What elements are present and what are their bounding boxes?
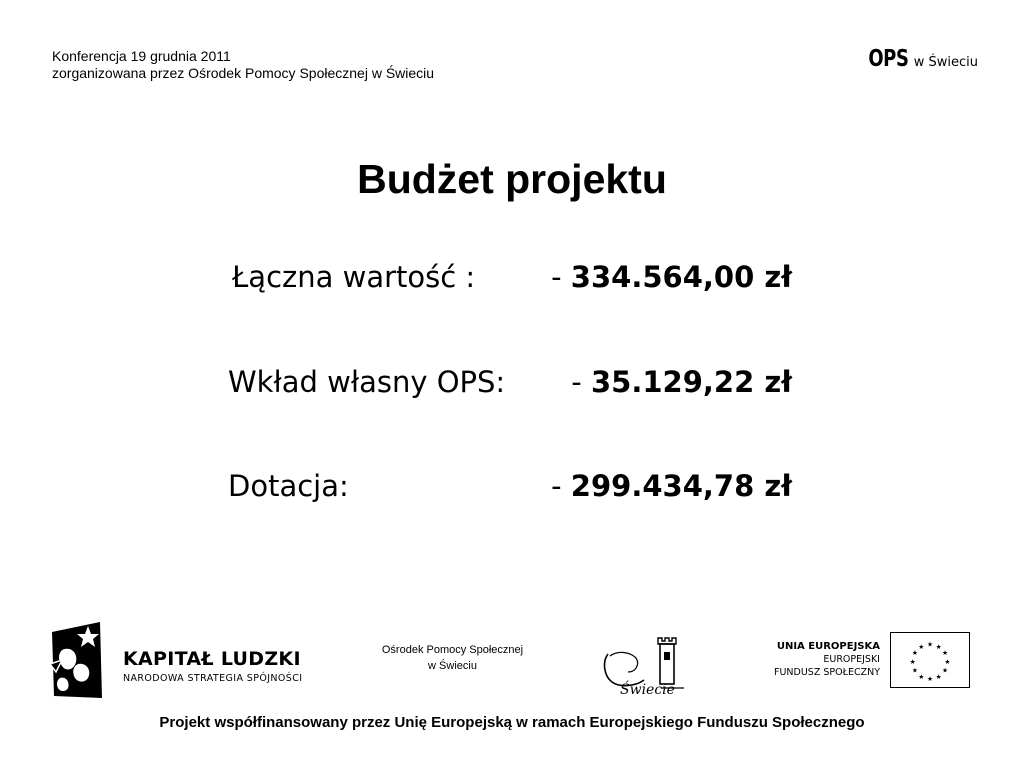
budget-label: Dotacja: [228, 469, 349, 503]
eu-fund-line1: EUROPEJSKI [823, 654, 880, 665]
budget-amount: 35.129,22 zł [590, 365, 792, 399]
kapital-ludzki-logo [123, 648, 302, 684]
ops-logo-text: OPS [868, 46, 909, 72]
footer-logos [0, 612, 1024, 712]
ops-center-line2: w Świeciu [428, 660, 477, 672]
svg-text:★: ★ [944, 657, 951, 666]
svg-text:★: ★ [942, 649, 949, 658]
kapital-ludzki-emblem-icon [48, 620, 104, 700]
budget-amount: 299.434,78 zł [570, 469, 792, 503]
svg-text:★: ★ [918, 642, 925, 651]
ops-logo-header [857, 46, 978, 72]
budget-amount: 334.564,00 zł [570, 260, 792, 294]
svg-text:★: ★ [935, 672, 942, 681]
svg-text:★: ★ [935, 642, 942, 651]
eu-fund-text [760, 640, 880, 679]
ops-logo-subtext: w Świeciu [913, 55, 978, 70]
eu-flag-icon [890, 632, 970, 688]
organizer-line: zorganizowana przez Ośrodek Pomocy Społecznej w Świeciu [52, 65, 435, 81]
svg-text:★: ★ [909, 657, 916, 666]
slide-title: Budżet projektu [357, 156, 667, 202]
conference-header [52, 48, 434, 82]
ops-center-line1: Ośrodek Pomocy Społecznej [381, 644, 524, 656]
ops-center-logo [360, 642, 545, 674]
cofinancing-footer: Projekt współfinansowany przez Unię Europejską w ramach Europejskiego Funduszu Społecznego [159, 714, 865, 731]
budget-row-grant [228, 469, 792, 509]
budget-label: Wkład własny OPS: [228, 365, 506, 399]
svg-text:★: ★ [926, 640, 934, 649]
svg-text:★: ★ [911, 666, 918, 675]
budget-value: - 35.129,22 zł [571, 365, 792, 399]
swiecie-script: Świecie [620, 682, 675, 698]
svg-text:★: ★ [926, 675, 934, 684]
swiecie-town-logo-icon [600, 632, 688, 702]
budget-value: - 334.564,00 zł [551, 260, 792, 294]
svg-text:★: ★ [911, 649, 918, 658]
svg-text:★: ★ [918, 672, 925, 681]
budget-row-total [232, 260, 792, 300]
svg-text:★: ★ [942, 666, 949, 675]
budget-label: Łączna wartość : [232, 260, 476, 294]
conference-date-line: Konferencja 19 grudnia 2011 [52, 48, 231, 64]
eu-union-label: UNIA EUROPEJSKA [776, 641, 880, 652]
eu-fund-line2: FUNDUSZ SPOŁECZNY [774, 667, 880, 678]
budget-row-own-contribution [228, 365, 792, 405]
kapital-ludzki-subtitle: NARODOWA STRATEGIA SPÓJNOŚCI [123, 673, 303, 684]
budget-value: - 299.434,78 zł [551, 469, 792, 503]
kapital-ludzki-title: KAPITAŁ LUDZKI [123, 648, 301, 670]
